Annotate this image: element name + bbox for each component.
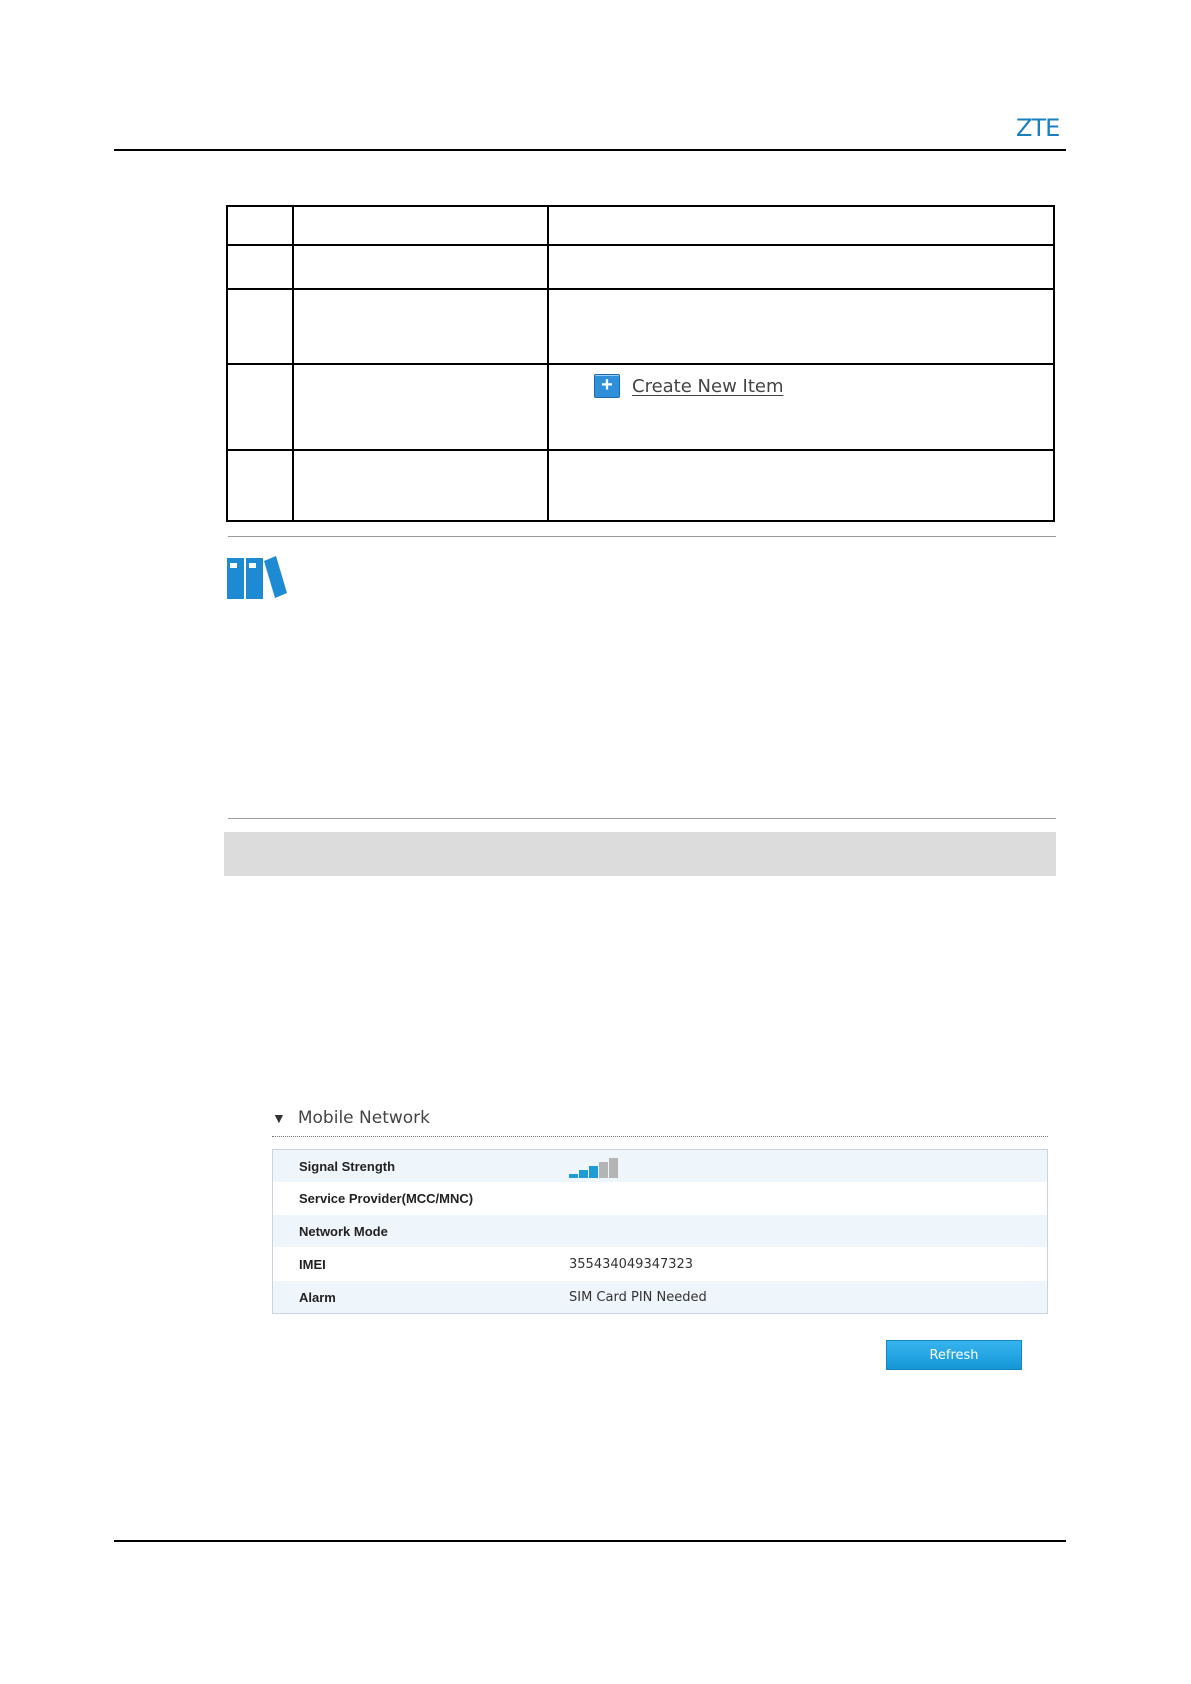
- row-label: Signal Strength: [299, 1158, 396, 1174]
- section-title: Mobile Network: [297, 1108, 431, 1128]
- zte-logo: ZTE: [1016, 114, 1060, 142]
- table-row-divider: [228, 449, 1053, 451]
- row-label: Alarm: [299, 1289, 336, 1305]
- create-new-item-label: Create New Item: [632, 375, 784, 397]
- alarm-value: SIM Card PIN Needed: [569, 1289, 707, 1305]
- header-rule: [114, 149, 1066, 151]
- table-row-divider: [228, 363, 1053, 365]
- books-icon: [226, 555, 288, 605]
- footer-rule: [114, 1540, 1066, 1542]
- table-row-divider: [228, 244, 1053, 246]
- row-label: Network Mode: [299, 1223, 388, 1239]
- table-row: [273, 1182, 1047, 1214]
- signal-bar: [579, 1170, 588, 1178]
- refresh-button[interactable]: Refresh: [886, 1340, 1022, 1370]
- mobile-network-header[interactable]: [272, 1108, 430, 1128]
- mobile-network-info-table: [272, 1149, 1048, 1314]
- table-row: [273, 1215, 1047, 1247]
- section-rule: [272, 1136, 1048, 1137]
- section-band: [224, 832, 1056, 876]
- signal-strength-icon: [569, 1158, 621, 1178]
- triangle-down-icon: ▼: [272, 1110, 286, 1126]
- create-new-item-button[interactable]: [594, 374, 784, 398]
- table-row-divider: [228, 288, 1053, 290]
- imei-value: 355434049347323: [569, 1256, 694, 1272]
- table-row: [273, 1281, 1047, 1313]
- signal-bar: [599, 1162, 608, 1178]
- signal-bar: [589, 1166, 598, 1178]
- table-row: [273, 1248, 1047, 1280]
- plus-icon: +: [594, 374, 620, 398]
- signal-bar: [569, 1174, 578, 1178]
- row-label: Service Provider(MCC/MNC): [299, 1190, 474, 1206]
- note-bottom-rule: [228, 818, 1056, 819]
- table-row: [273, 1150, 1047, 1182]
- signal-bar: [609, 1158, 618, 1178]
- note-top-rule: [228, 536, 1056, 537]
- parameter-table: [226, 205, 1055, 522]
- row-label: IMEI: [299, 1256, 326, 1272]
